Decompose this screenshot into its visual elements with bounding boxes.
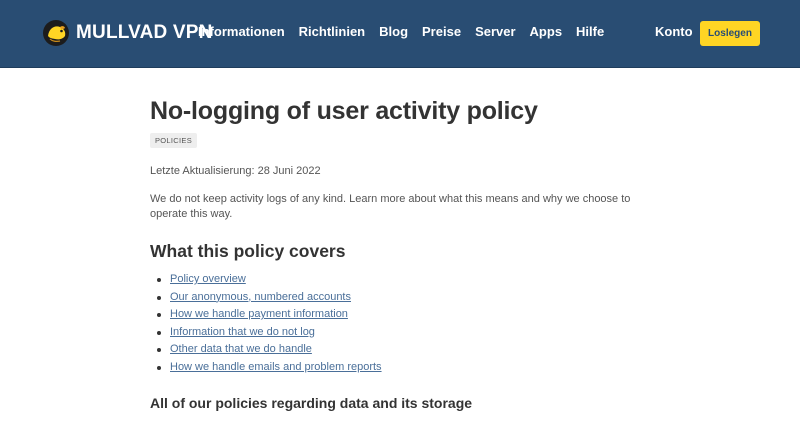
last-updated-text: Letzte Aktualisierung: 28 Juni 2022 bbox=[150, 165, 321, 177]
list-item bbox=[156, 306, 655, 324]
get-started-button[interactable]: Loslegen bbox=[700, 21, 760, 46]
nav-item-preise[interactable]: Preise bbox=[422, 24, 462, 39]
list-item bbox=[156, 341, 655, 359]
category-tag[interactable]: POLICIES bbox=[150, 133, 197, 148]
nav-item-informationen[interactable]: Informationen bbox=[198, 24, 285, 39]
mole-logo-icon bbox=[42, 19, 70, 47]
nav-item-apps[interactable]: Apps bbox=[529, 24, 563, 39]
account-link[interactable]: Konto bbox=[655, 24, 693, 39]
toc-link-policy-overview[interactable]: Policy overview bbox=[170, 273, 246, 285]
toc-link-emails-reports[interactable]: How we handle emails and problem reports bbox=[170, 360, 382, 373]
covers-heading: What this policy covers bbox=[150, 241, 346, 261]
brand-logo-link[interactable] bbox=[42, 18, 213, 48]
policy-content bbox=[150, 95, 655, 412]
brand-name: MULLVAD VPN bbox=[76, 22, 213, 43]
list-item bbox=[156, 359, 655, 377]
toc-link-not-logged[interactable]: Information that we do not log bbox=[170, 325, 315, 338]
toc-link-other-data[interactable]: Other data that we do handle bbox=[170, 343, 312, 356]
table-of-contents bbox=[150, 271, 655, 377]
page-title: No-logging of user activity policy bbox=[150, 97, 538, 125]
all-policies-heading: All of our policies regarding data and its storage bbox=[150, 394, 473, 411]
nav-item-richtlinien[interactable]: Richtlinien bbox=[298, 24, 366, 39]
nav-item-hilfe[interactable]: Hilfe bbox=[576, 24, 605, 39]
list-item bbox=[156, 271, 655, 289]
intro-paragraph: We do not keep activity logs of any kind. Learn more about what this means and why we choose to operate this way. bbox=[150, 193, 631, 220]
toc-link-payment-information[interactable]: How we handle payment information bbox=[170, 308, 348, 321]
top-navigation-bar bbox=[0, 0, 800, 68]
list-item bbox=[156, 289, 655, 307]
nav-item-blog[interactable]: Blog bbox=[379, 24, 409, 39]
toc-link-anonymous-accounts[interactable]: Our anonymous, numbered accounts bbox=[170, 290, 351, 303]
main-nav bbox=[198, 24, 618, 39]
list-item bbox=[156, 324, 655, 342]
nav-item-server[interactable]: Server bbox=[475, 24, 516, 39]
